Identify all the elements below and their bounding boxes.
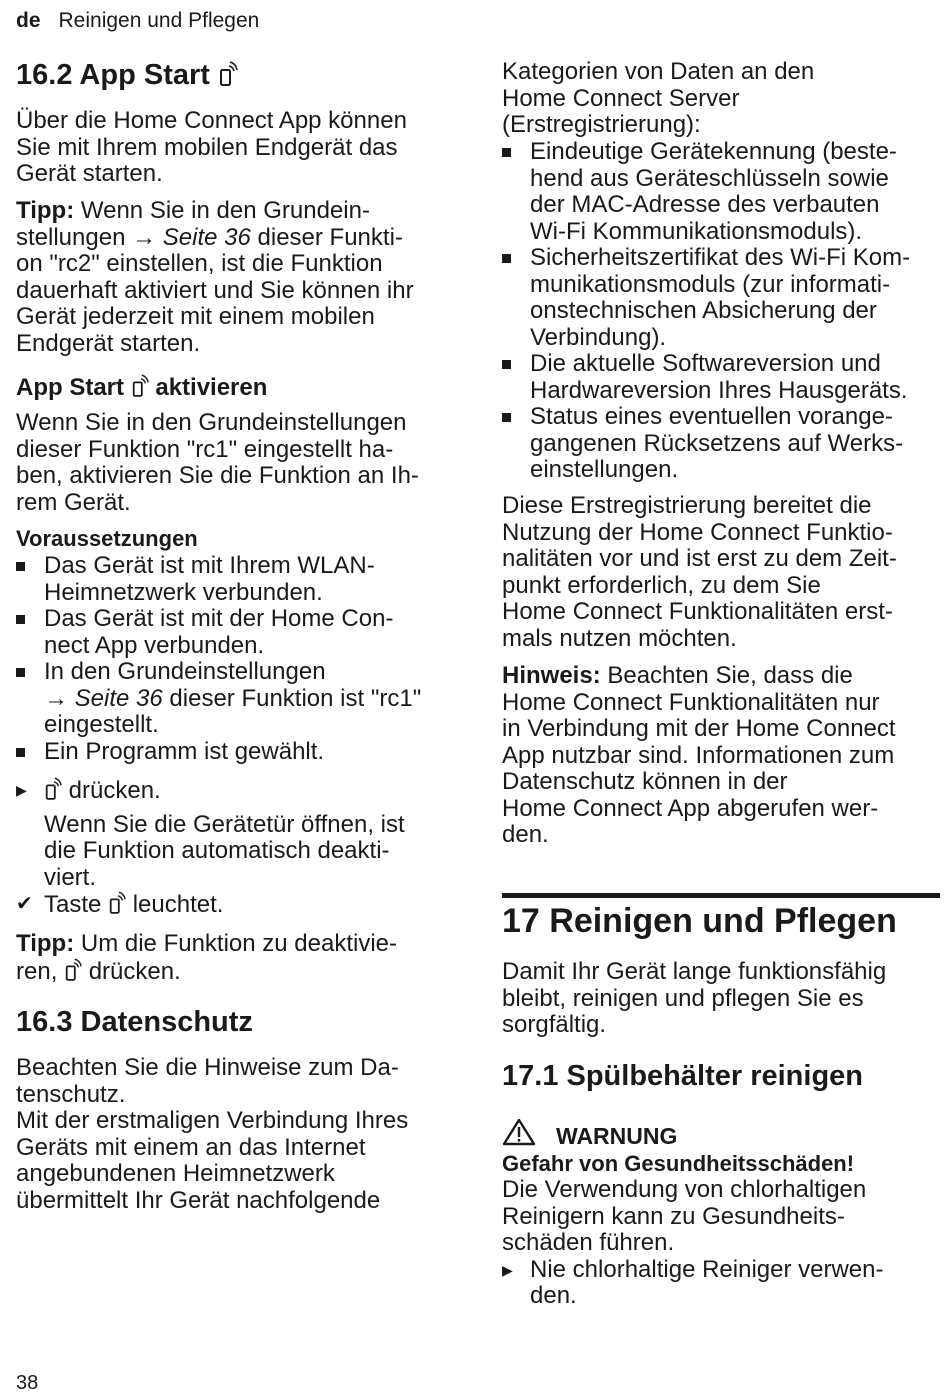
result-item: ✔ Taste leuchtet. — [16, 891, 224, 918]
bullet-square-icon — [16, 562, 25, 571]
chapter-divider — [502, 893, 940, 898]
list-item: Ein Programm ist gewählt. — [16, 739, 456, 766]
bullet-square-icon — [502, 254, 511, 263]
page-number: 38 — [16, 1372, 39, 1394]
warning-box — [502, 1118, 942, 1310]
list-item: Eindeutige Gerätekennung (beste- hend aus Geräteschlüsseln sowie der MAC-Adresse des verbauten Wi-Fi Kommunikationsmoduls). — [502, 139, 942, 245]
list-item: Das Gerät ist mit Ihrem WLAN- Heimnetzwerk verbunden. — [16, 553, 456, 606]
arrow-step-icon: ▶ — [16, 782, 27, 798]
note-label: Hinweis: — [502, 662, 601, 689]
warning-text: Die Verwendung von chlorhaltigen Reinigern kann zu Gesundheits- schäden führen. — [502, 1176, 867, 1256]
checkmark-icon: ✔ — [16, 893, 33, 915]
bullet-square-icon — [16, 615, 25, 624]
section-16-3-text: Beachten Sie die Hinweise zum Da- tenschutz. Mit der erstmaligen Verbindung Ihres Geräts mit einem an das Internet angebundenen Heimnetzwerk übermittelt Ihr Gerät nachfolgende — [16, 1054, 409, 1214]
chapter-17-intro: Damit Ihr Gerät lange funktionsfähig bleibt, reinigen und pflegen Sie es sorgfältig. — [502, 958, 887, 1038]
prerequisites-list — [16, 553, 456, 765]
tip-label: Tipp: — [16, 930, 75, 957]
tip-rc2: Tipp: Wenn Sie in den Grundein- stellungen → Seite 36 dieser Funkti- on "rc2" einstellen, ist die Funktion dauerhaft aktiviert und Sie können ihr Gerät jederzeit mit einem mobilen Endgerät starten. — [16, 197, 414, 357]
warning-title: Gefahr von Gesundheitsschäden! — [502, 1151, 855, 1176]
remote-start-icon — [108, 891, 126, 915]
section-16-2-title: 16.2 App Start — [16, 58, 238, 92]
note-paragraph: Hinweis: Beachten Sie, dass die Home Connect Funktionalitäten nur in Verbindung mit der Home Connect App nutzbar sind. Informationen zum Datenschutz können in der Home Connect App abgerufen wer- den. — [502, 662, 896, 848]
list-item: Die aktuelle Softwareversion und Hardwareversion Ihres Hausgeräts. — [502, 351, 942, 404]
bullet-square-icon — [16, 748, 25, 757]
page-header — [16, 8, 259, 34]
bullet-square-icon — [502, 148, 511, 157]
bullet-square-icon — [502, 413, 511, 422]
arrow-step-icon: ▶ — [502, 1261, 513, 1278]
chapter-17-title: 17 Reinigen und Pflegen — [502, 902, 897, 940]
section-17-1-title: 17.1 Spülbehälter reinigen — [502, 1060, 863, 1092]
section-16-2-intro: Über die Home Connect App können Sie mit Ihrem mobilen Endgerät das Gerät starten. — [16, 107, 407, 187]
instruction-steps — [16, 777, 456, 919]
bullet-square-icon — [16, 668, 25, 677]
instruction-step: ▶ drücken. — [16, 777, 161, 804]
remote-start-icon — [218, 61, 238, 87]
page-reference-link[interactable]: Seite 36 — [74, 684, 163, 712]
list-item: Das Gerät ist mit der Home Con- nect App verbunden. — [16, 606, 456, 659]
header-title: Reinigen und Pflegen — [58, 9, 260, 32]
activate-text: Wenn Sie in den Grundeinstellungen dieser Funktion "rc1" eingestellt ha- ben, aktivieren Sie die Funktion an Ih- rem Gerät. — [16, 409, 419, 516]
registration-paragraph: Diese Erstregistrierung bereitet die Nutzung der Home Connect Funktio- nalitäten vor und ist erst zu dem Zeit- punkt erforderlich, zu dem Sie Home Connect Funktionalitäten erst- mals nutzen möchten. — [502, 492, 897, 652]
list-item: Sicherheitszertifikat des Wi-Fi Kom- munikationsmoduls (zur informati- onstechnischen Absicherung der Verbindung). — [502, 245, 942, 351]
list-item: Status eines eventuellen vorange- gangenen Rücksetzens auf Werks- einstellungen. — [502, 404, 942, 484]
section-16-3-title: 16.3 Datenschutz — [16, 1006, 253, 1038]
language-code: de — [16, 9, 41, 32]
warning-instruction: ▶ Nie chlorhaltige Reiniger verwen- den. — [502, 1255, 884, 1309]
list-item: In den Grundeinstellungen → Seite 36 dieser Funktion ist "rc1" eingestellt. — [16, 659, 456, 739]
remote-start-icon — [64, 958, 82, 982]
bullet-square-icon — [502, 360, 511, 369]
tip-label: Tipp: — [16, 197, 75, 224]
data-categories-intro: Kategorien von Daten an den Home Connect Server (Erstregistrierung): — [502, 58, 815, 138]
page-reference-link[interactable]: Seite 36 — [162, 223, 251, 251]
step-note: Wenn Sie die Gerätetür öffnen, ist die Funktion automatisch deakti- viert. — [44, 810, 405, 891]
prerequisites-heading: Voraussetzungen — [16, 526, 198, 551]
remote-start-icon — [44, 777, 62, 801]
warning-label: WARNUNG — [556, 1123, 678, 1149]
tip-deactivate: Tipp: Um die Funktion zu deaktivie- ren, drücken. — [16, 930, 398, 985]
data-categories-list — [502, 139, 942, 484]
warning-triangle-icon — [502, 1118, 536, 1146]
activate-subheading: App Start aktivieren — [16, 374, 268, 401]
remote-start-icon — [131, 374, 149, 398]
